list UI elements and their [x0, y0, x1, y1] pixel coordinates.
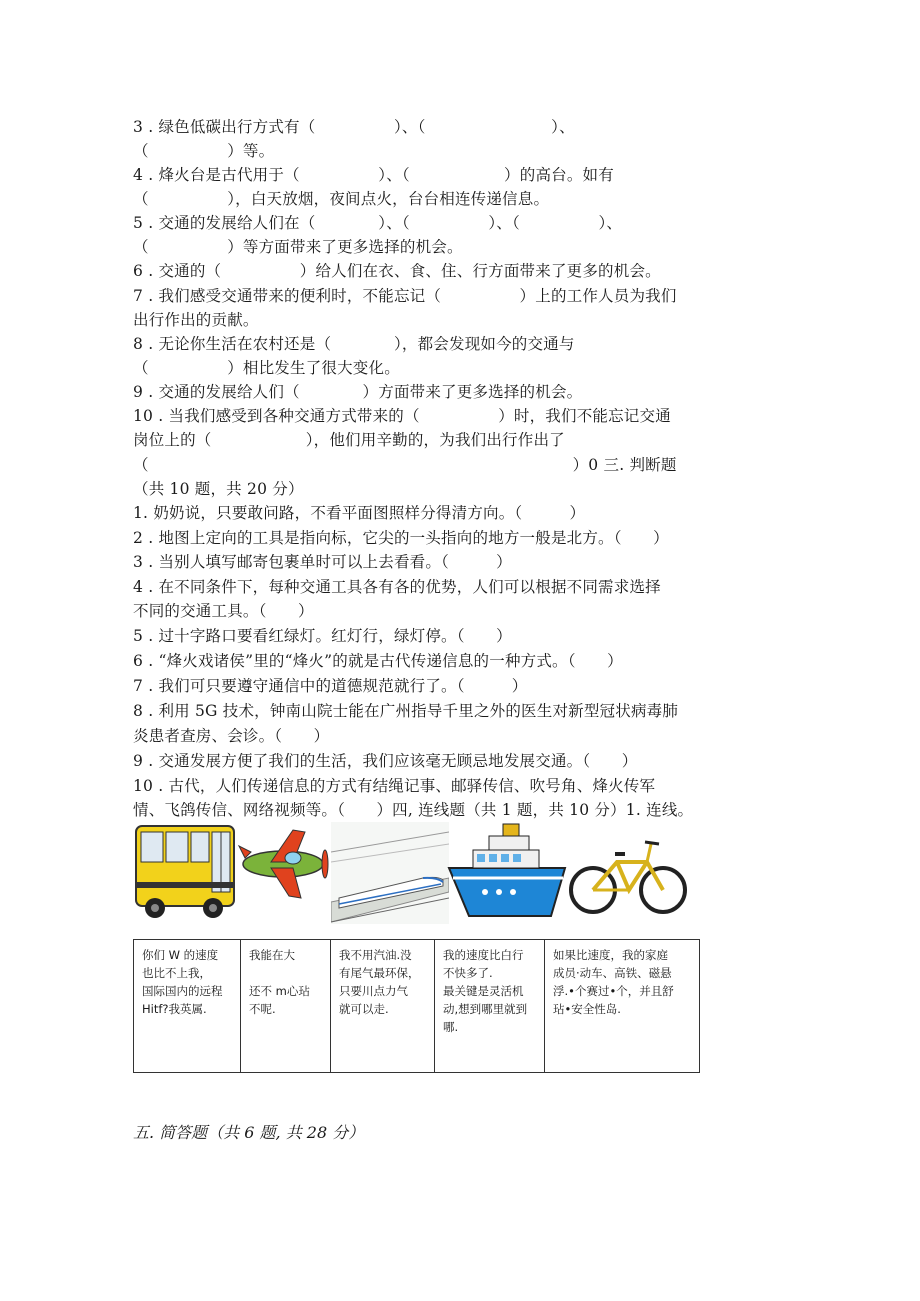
train-image [331, 822, 449, 924]
text-line: 炎患者查房、会诊。（ ） [133, 727, 330, 745]
text-line: 1. 奶奶说，只要敢问路，不看平面图照样分得清方向。（ ） [133, 504, 586, 522]
text-line: 出行作出的贡献。 [133, 311, 259, 329]
text-line: （ ），白天放烟，夜间点火，台台相连传递信息。 [133, 190, 550, 208]
text-line: 3 . 绿色低碳出行方式有（ ）、（ ）、 [133, 118, 575, 136]
speech-line: 如果比速度，我的家庭 [553, 948, 668, 962]
text-line: （共 10 题，共 20 分） [133, 480, 304, 498]
speech-line: 还不 m心玷 [249, 984, 310, 998]
speech-line: 我不用汽油.没 [339, 948, 412, 962]
speech-line: 你们 W 的速度 [142, 948, 219, 962]
speech-cell [134, 940, 241, 1073]
speech-line: 我能在大 [249, 948, 295, 962]
text-line: 9 . 交通发展方便了我们的生活，我们应该毫无顾忌地发展交通。（ ） [133, 752, 638, 770]
text-line: （ ）等方面带来了更多选择的机会。 [133, 238, 463, 256]
text-line: 10 . 当我们感受到各种交通方式带来的（ ）时，我们不能忘记交通 [133, 407, 671, 425]
text-line: 6 . “烽火戏诸侯”里的“烽火”的就是古代传递信息的一种方式。（ ） [133, 652, 623, 670]
airplane-image [235, 822, 329, 902]
text-line: 8 . 利用 5G 技术，钟南山院士能在广州指导千里之外的医生对新型冠状病毒肺 [133, 702, 679, 720]
speech-line: Hitf?我英属. [142, 1002, 207, 1016]
text-line: 岗位上的（ ），他们用辛勤的，为我们出行作出了 [133, 431, 565, 449]
speech-table [133, 939, 700, 1073]
speech-line: 哪. [443, 1020, 459, 1034]
speech-line: 不呢. [249, 1002, 276, 1016]
text-line: 6 . 交通的（ ）给人们在衣、食、住、行方面带来了更多的机会。 [133, 262, 661, 280]
speech-line: 就可以走. [339, 1002, 389, 1016]
section-heading: 五. 简答题（共 6 题, 共 28 分） [133, 1123, 365, 1142]
text-line: 7 . 我们可只要遵守通信中的道德规范就行了。（ ） [133, 677, 528, 695]
speech-line: 国际国内的远程 [142, 984, 223, 998]
text-line: 8 . 无论你生活在农村还是（ ），都会发现如今的交通与 [133, 335, 575, 353]
speech-line: 成员·动车、高铁、磁悬 [553, 966, 672, 980]
text-line: 5 . 过十字路口要看红绿灯。红灯行，绿灯停。（ ） [133, 627, 512, 645]
text-line: 4 . 在不同条件下，每种交通工具各有各的优势，人们可以根据不同需求选择 [133, 578, 661, 596]
text-line: 3 . 当别人填写邮寄包裹单时可以上去看看。（ ） [133, 553, 512, 571]
text-line: （ ）等。 [133, 142, 275, 160]
speech-line: 不快多了. [443, 966, 493, 980]
text-line: 2 . 地图上定向的工具是指向标，它尖的一头指向的地方一般是北方。（ ） [133, 529, 669, 547]
speech-cell [241, 940, 331, 1073]
text-line: （ ）0 三. 判断题 [133, 456, 677, 474]
text-line: 不同的交通工具。（ ） [133, 602, 314, 620]
bicycle-image [569, 822, 687, 922]
speech-line: 最关键是灵活机 [443, 984, 524, 998]
speech-line: 我的速度比白行 [443, 948, 524, 962]
speech-line: 只要川点力气 [339, 984, 408, 998]
speech-line: 玷•安全性岛. [553, 1002, 621, 1016]
speech-line [249, 964, 322, 982]
text-line: 7 . 我们感受交通带来的便利时，不能忘记（ ）上的工作人员为我们 [133, 287, 677, 305]
speech-cell [331, 940, 435, 1073]
text-line: 9 . 交通的发展给人们（ ）方面带来了更多选择的机会。 [133, 383, 583, 401]
speech-line: 浮.•个赛过•个，并且舒 [553, 984, 674, 998]
text-line: 5 . 交通的发展给人们在（ ）、（ ）、（ ）、 [133, 214, 623, 232]
text-line: 情、飞鸽传信、网络视频等。（ ）四, 连线题（共 1 题，共 10 分）1. 连线。 [133, 801, 694, 819]
bus-image [133, 822, 239, 924]
text-line: 10 . 古代，人们传递信息的方式有结绳记事、邮驿传信、吹号角、烽火传军 [133, 777, 656, 795]
text-line: （ ）相比发生了很大变化。 [133, 359, 400, 377]
speech-line: 也比不上我， [142, 966, 211, 980]
speech-line: 有尾气最环保， [339, 966, 420, 980]
text-line: 4 . 烽火台是古代用于（ ）、（ ）的高台。如有 [133, 166, 614, 184]
speech-cell [545, 940, 700, 1073]
speech-cell [435, 940, 545, 1073]
ship-image [445, 822, 569, 922]
speech-line: 动,想到哪里就到 [443, 1002, 528, 1016]
